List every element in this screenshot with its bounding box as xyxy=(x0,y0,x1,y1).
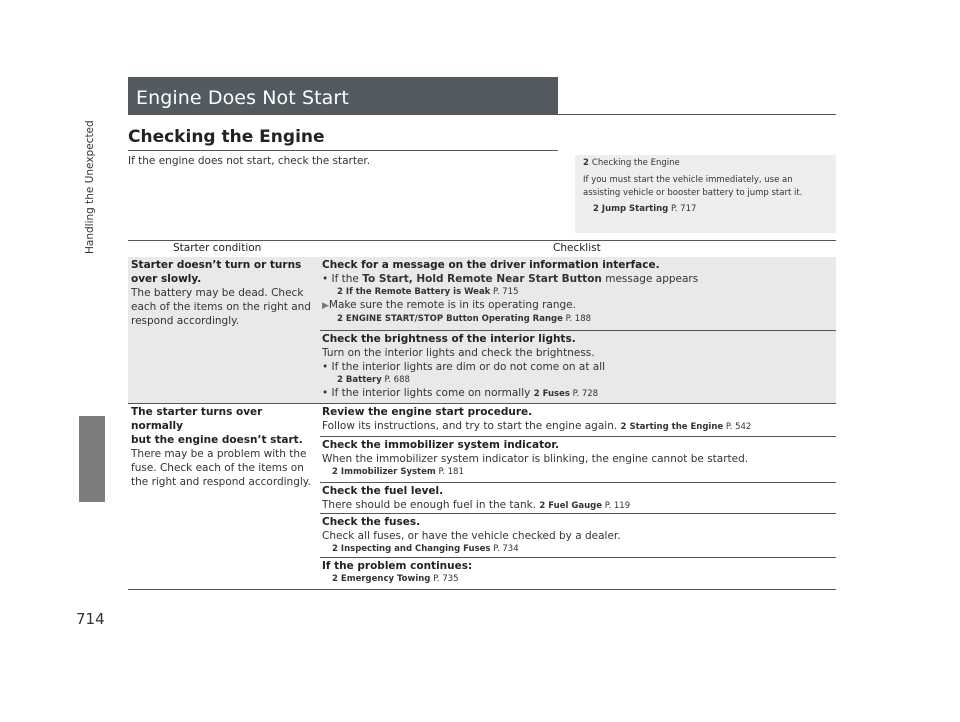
row2-condition-desc-2: fuse. Check each of the items on xyxy=(131,462,304,474)
page-number: 714 xyxy=(76,610,105,628)
reference-arrow-icon: 2 xyxy=(332,574,338,584)
row1-condition-desc-3: respond accordingly. xyxy=(131,315,240,327)
row2-condition-desc-3: the right and respond accordingly. xyxy=(131,476,311,488)
reference-title: Fuses xyxy=(542,389,570,399)
row1-condition xyxy=(131,258,313,328)
row2-check4-title: Check the fuses. xyxy=(322,516,421,528)
reference-title: Inspecting and Changing Fuses xyxy=(340,544,491,554)
side-note xyxy=(575,155,836,233)
row2-check3-ref-link[interactable] xyxy=(539,501,630,511)
reference-page: P. 717 xyxy=(670,204,697,214)
reference-title: Battery xyxy=(345,375,382,385)
note-marker-icon: 2 xyxy=(583,158,589,168)
row-divider xyxy=(320,482,836,483)
row-divider xyxy=(320,557,836,558)
reference-title: If the Remote Battery is Weak xyxy=(345,287,491,297)
reference-page: P. 688 xyxy=(384,375,410,385)
reference-title: Fuel Gauge xyxy=(548,501,602,511)
row2-check3-text-line xyxy=(322,498,832,513)
row2-check1-text-line xyxy=(322,419,832,434)
row1-check1-ref2-link[interactable] xyxy=(322,313,832,325)
row2-condition-title-1: The starter turns over normally xyxy=(131,406,263,432)
row1-check2-bullet1: • If the interior lights are dim or do not come on at all xyxy=(322,361,606,373)
reference-page: P. 181 xyxy=(438,467,464,477)
row1-check1 xyxy=(322,258,832,325)
row2-check1-title: Review the engine start procedure. xyxy=(322,406,533,418)
page-title: Engine Does Not Start xyxy=(128,77,558,115)
row-divider xyxy=(320,330,836,331)
section-tab-marker xyxy=(79,416,105,502)
reference-page: P. 735 xyxy=(433,574,459,584)
row2-check5-ref-link[interactable] xyxy=(322,573,832,585)
row1-check1-title: Check for a message on the driver information interface. xyxy=(322,259,660,271)
row2-check4 xyxy=(322,515,832,555)
column-header-checklist: Checklist xyxy=(553,242,601,254)
bullet-text: If the interior lights come on normally xyxy=(331,387,531,399)
note-reference-link[interactable] xyxy=(593,204,696,214)
reference-arrow-icon: 2 xyxy=(533,389,540,399)
row2-condition-title-2: but the engine doesn’t start. xyxy=(131,434,303,446)
reference-title: Starting the Engine xyxy=(629,422,724,432)
row-divider xyxy=(128,403,836,404)
table-bottom-rule xyxy=(128,589,836,590)
bullet-text: If the interior lights are dim or do not come on at all xyxy=(331,361,606,373)
note-heading-text: Checking the Engine xyxy=(591,158,680,168)
check-text: Follow its instructions, and try to start the engine again. xyxy=(322,420,618,432)
reference-arrow-icon: 2 xyxy=(539,501,546,511)
row2-check3 xyxy=(322,484,832,513)
row2-check1-ref-link[interactable] xyxy=(621,422,752,432)
bullet-text: If the xyxy=(331,273,359,285)
arrow-item-text: Make sure the remote is in its operating range. xyxy=(328,299,576,311)
row1-condition-desc-1: The battery may be dead. Check xyxy=(131,287,304,299)
row1-check2-title: Check the brightness of the interior lights. xyxy=(322,333,576,345)
reference-page: P. 542 xyxy=(725,422,752,432)
reference-page: P. 734 xyxy=(493,544,519,554)
row2-check5 xyxy=(322,559,832,585)
bullet-text-end: message appears xyxy=(605,273,699,285)
reference-arrow-icon: 2 xyxy=(337,314,343,324)
reference-title: ENGINE START/STOP Button Operating Range xyxy=(345,314,563,324)
row2-condition xyxy=(131,405,313,489)
intro-text: If the engine does not start, check the starter. xyxy=(128,155,371,167)
reference-arrow-icon: 2 xyxy=(337,375,343,385)
message-name: To Start, Hold Remote Near Start Button xyxy=(362,273,602,285)
triangle-arrow-icon: ▶ xyxy=(322,301,329,311)
row1-condition-desc-2: each of the items on the right and xyxy=(131,301,311,313)
reference-title: Immobilizer System xyxy=(340,467,436,477)
reference-page: P. 728 xyxy=(572,389,599,399)
reference-arrow-icon: 2 xyxy=(332,467,338,477)
row1-check1-bullet: • If the To Start, Hold Remote Near Start Button message appears xyxy=(322,273,699,285)
row2-check2-ref-link[interactable] xyxy=(322,466,832,478)
row2-condition-desc-1: There may be a problem with the xyxy=(131,448,307,460)
row1-check1-ref1-link[interactable] xyxy=(322,286,832,298)
row1-check2-text: Turn on the interior lights and check the brightness. xyxy=(322,347,595,359)
note-line-2: assisting vehicle or booster battery to jump start it. xyxy=(583,188,803,198)
row1-check1-arrow-item xyxy=(322,298,832,313)
row2-check3-title: Check the fuel level. xyxy=(322,485,444,497)
row2-check2-text: When the immobilizer system indicator is blinking, the engine cannot be started. xyxy=(322,453,749,465)
row2-check4-ref-link[interactable] xyxy=(322,543,832,555)
section-side-label: Handling the Unexpected xyxy=(84,120,96,254)
note-line-1: If you must start the vehicle immediately, use an xyxy=(583,175,793,185)
row-divider xyxy=(320,436,836,437)
note-heading xyxy=(583,158,680,168)
reference-page: P. 119 xyxy=(604,501,631,511)
reference-page: P. 188 xyxy=(565,314,592,324)
row1-condition-title-2: over slowly. xyxy=(131,273,202,285)
row1-check2-ref1-link[interactable] xyxy=(322,374,832,386)
row2-check4-text: Check all fuses, or have the vehicle checked by a dealer. xyxy=(322,530,621,542)
section-divider xyxy=(128,150,558,151)
reference-title: Emergency Towing xyxy=(340,574,431,584)
row1-check2-ref2-link[interactable] xyxy=(534,389,598,399)
reference-title: Jump Starting xyxy=(601,204,669,214)
row1-condition-title-1: Starter doesn’t turn or turns xyxy=(131,259,302,271)
reference-arrow-icon: 2 xyxy=(337,287,343,297)
reference-page: P. 715 xyxy=(493,287,519,297)
row-divider xyxy=(320,513,836,514)
row1-check2 xyxy=(322,332,832,401)
section-title: Checking the Engine xyxy=(128,127,325,147)
title-divider xyxy=(128,114,836,115)
column-header-condition: Starter condition xyxy=(173,242,262,254)
row2-check2-title: Check the immobilizer system indicator. xyxy=(322,439,559,451)
row2-check2 xyxy=(322,438,832,478)
table-header xyxy=(128,240,836,258)
check-text: There should be enough fuel in the tank. xyxy=(322,499,537,511)
reference-arrow-icon: 2 xyxy=(620,422,627,432)
row2-check5-title: If the problem continues: xyxy=(322,560,473,572)
reference-arrow-icon: 2 xyxy=(332,544,338,554)
row2-check1 xyxy=(322,405,832,434)
row1-check2-bullet2: • If the interior lights come on normally 2 Fuses P. 728 xyxy=(322,387,599,399)
reference-arrow-icon: 2 xyxy=(593,204,599,214)
